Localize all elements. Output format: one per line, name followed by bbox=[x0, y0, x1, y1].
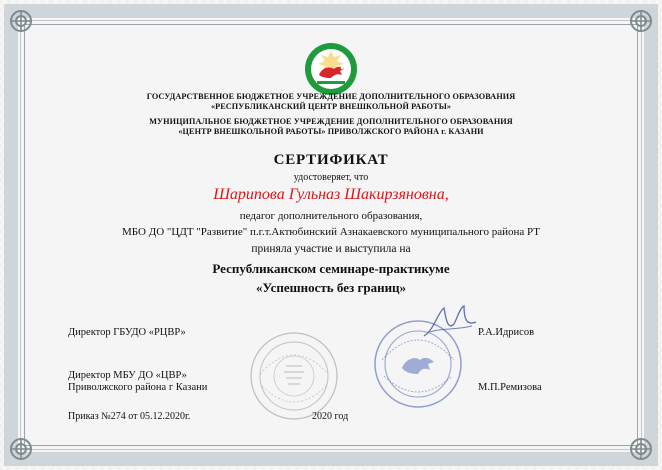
director-2-title-line-2: Приволжского района г Казани bbox=[68, 382, 208, 393]
tatarstan-emblem-icon bbox=[304, 42, 358, 96]
order-number: Приказ №274 от 05.12.2020г. bbox=[68, 411, 191, 422]
director-1-title: Директор ГБУДО «РЦВР» bbox=[68, 327, 186, 338]
org-line-4: «ЦЕНТР ВНЕШКОЛЬНОЙ РАБОТЫ» ПРИВОЛЖСКОГО РАЙОНА г. КАЗАНИ bbox=[178, 127, 484, 136]
event-title-line-2: «Успешность без границ» bbox=[255, 280, 407, 295]
org-line-3: МУНИЦИПАЛЬНОЕ БЮДЖЕТНОЕ УЧРЕЖДЕНИЕ ДОПОЛНИТЕЛЬНОГО ОБРАЗОВАНИЯ bbox=[149, 117, 513, 126]
director-2-title-line-1: Директор МБУ ДО «ЦВР» bbox=[68, 370, 187, 381]
event-title-line-1: Республиканском семинаре-практикуме bbox=[212, 261, 450, 276]
certificate-year: 2020 год bbox=[312, 411, 349, 422]
certificate-title: СЕРТИФИКАТ bbox=[273, 152, 389, 168]
org-line-1: ГОСУДАРСТВЕННОЕ БЮДЖЕТНОЕ УЧРЕЖДЕНИЕ ДОПОЛНИТЕЛЬНОГО ОБРАЗОВАНИЯ bbox=[146, 92, 516, 101]
recipient-institution: МБО ДО "ЦДТ "Развитие" п.г.т.Актюбинский Азнакаевского муниципального района РТ bbox=[121, 226, 541, 238]
corner-ornament-icon bbox=[628, 8, 654, 34]
certifies-text: удостоверяет, что bbox=[293, 172, 369, 183]
director-1-name: Р.А.Идрисов bbox=[478, 327, 535, 338]
director-signature bbox=[420, 302, 480, 342]
cvr-round-stamp bbox=[248, 330, 340, 422]
corner-ornament-icon bbox=[628, 436, 654, 462]
director-2-name: М.П.Ремизова bbox=[478, 382, 542, 393]
corner-ornament-icon bbox=[8, 8, 34, 34]
recipient-position: педагог дополнительного образования, bbox=[239, 210, 423, 222]
participation-text: приняла участие и выступила на bbox=[251, 243, 411, 255]
org-line-2: «РЕСПУБЛИКАНСКИЙ ЦЕНТР ВНЕШКОЛЬНОЙ РАБОТЫ» bbox=[210, 102, 452, 111]
recipient-name: Шарипова Гульназ Шакирзяновна, bbox=[213, 186, 449, 203]
corner-ornament-icon bbox=[8, 436, 34, 462]
